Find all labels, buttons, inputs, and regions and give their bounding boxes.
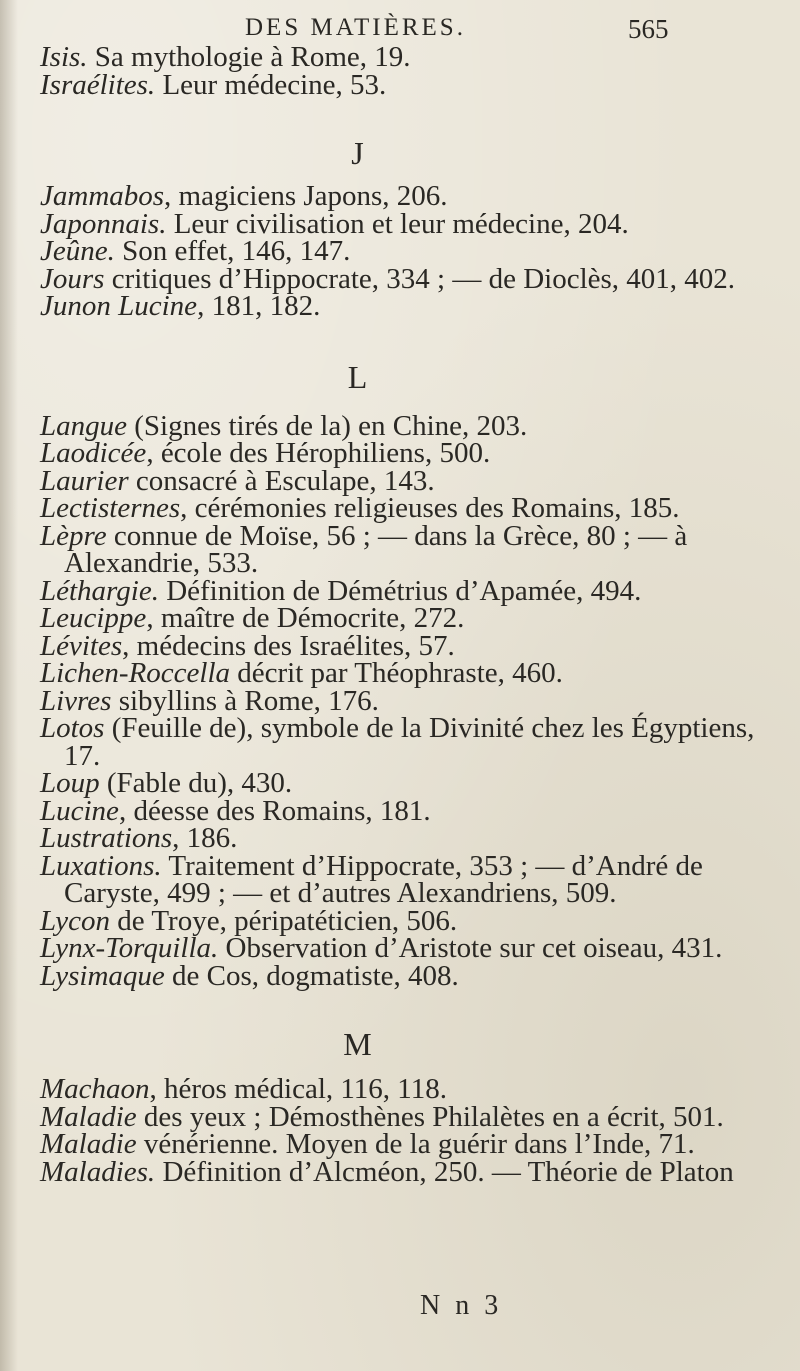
entry-head: Lèpre: [40, 519, 107, 552]
entry-text: , 186.: [172, 822, 238, 854]
index-entry: [40, 41, 785, 73]
index-entry: [40, 464, 785, 497]
index-entry: [40, 959, 785, 992]
entry-head: Lotos: [40, 712, 105, 744]
index-entry: [40, 262, 785, 295]
entry-text: des yeux ; Démosthènes Philalètes en a écrit, 501.: [136, 1100, 724, 1133]
index-entry: [40, 849, 785, 909]
entry-text: Définition d’Alcméon, 250. — Théorie de Platon: [155, 1155, 734, 1188]
section-l: [40, 409, 785, 992]
entry-head: Lynx-Torquilla.: [40, 932, 219, 964]
entry-head: Maladie: [40, 1100, 137, 1133]
index-entry: [40, 602, 785, 634]
entry-head: Lévites: [40, 629, 123, 662]
gutter-shadow: [0, 0, 18, 1371]
entry-text: (Fable du), 430.: [99, 767, 293, 799]
entry-head: Lustrations: [40, 822, 173, 854]
entry-text: , déesse des Romains, 181.: [118, 794, 431, 827]
entry-head: Livres: [40, 684, 112, 717]
entry-text: vénérienne. Moyen de la guérir dans l’Inde, 71.: [136, 1128, 695, 1160]
signature-mark: N n 3: [420, 1290, 503, 1321]
index-entry: [40, 290, 785, 322]
entry-head: Langue: [40, 409, 127, 442]
entry-head: Jeûne.: [40, 235, 115, 267]
section-j: [40, 180, 785, 322]
index-entry: [40, 1073, 785, 1105]
entry-text: Son effet, 146, 147.: [114, 235, 351, 267]
section-i-tail: [40, 41, 785, 101]
entry-text: de Cos, dogmatiste, 408.: [164, 959, 459, 992]
entry-text: , école des Hérophiliens, 500.: [146, 437, 491, 469]
index-entry: [40, 1155, 785, 1188]
index-entry: [40, 629, 785, 662]
entry-head: Lysimaque: [40, 959, 165, 992]
index-entry: [40, 794, 785, 827]
page-number: 565: [628, 14, 669, 44]
section-letter-m: M: [343, 1026, 372, 1062]
entry-head: Loup: [40, 767, 100, 799]
entry-text: critiques d’Hippocrate, 334 ; — de Dioclès, 401, 402.: [104, 262, 736, 295]
entry-text: Leur civilisation et leur médecine, 204.: [166, 207, 629, 240]
entry-text: décrit par Théophraste, 460.: [230, 657, 563, 689]
entry-text: (Signes tirés de la) en Chine, 203.: [127, 409, 528, 442]
entry-head: Junon Lucine: [40, 290, 198, 322]
entry-text: Traitement d’Hippocrate, 353 ; — d’André de Caryste, 499 ; — et d’autres Alexandriens, 509.: [64, 849, 703, 909]
entry-head: Léthargie.: [40, 574, 159, 607]
entry-head: Jours: [40, 262, 105, 295]
index-content: [40, 41, 785, 1188]
index-entry: [40, 822, 785, 854]
entry-head: Lichen-Roccella: [40, 657, 231, 689]
index-entry: [40, 437, 785, 469]
entry-text: de Troye, péripatéticien, 506.: [110, 904, 458, 937]
entry-head: Machaon: [40, 1073, 150, 1105]
entry-head: Luxations.: [40, 849, 162, 882]
index-entry: [40, 235, 785, 267]
entry-head: Laurier: [40, 464, 129, 497]
entry-text: , cérémonies religieuses des Romains, 185.: [180, 492, 680, 524]
index-entry: [40, 1100, 785, 1133]
index-entry: [40, 68, 785, 101]
index-entry: [40, 1128, 785, 1160]
entry-head: Lucine: [40, 794, 119, 827]
index-entry: [40, 712, 785, 772]
entry-text: Définition de Démétrius d’Apamée, 494.: [158, 574, 642, 607]
entry-head: Leucippe: [40, 602, 147, 634]
entry-text: Leur médecine, 53.: [155, 68, 387, 101]
entry-head: Israélites.: [40, 68, 156, 101]
entry-text: Observation d’Aristote sur cet oiseau, 431.: [218, 932, 723, 964]
entry-text: , 181, 182.: [197, 290, 321, 322]
index-entry: [40, 519, 785, 579]
running-head: DES MATIÈRES.: [245, 14, 466, 41]
entry-text: , magiciens Japons, 206.: [164, 180, 448, 212]
entry-text: , médecins des Israélites, 57.: [122, 629, 455, 662]
index-entry: [40, 574, 785, 607]
index-entry: [40, 657, 785, 689]
entry-text: Sa mythologie à Rome, 19.: [87, 41, 411, 73]
index-entry: [40, 767, 785, 799]
entry-head: Japonnais.: [40, 207, 167, 240]
entry-text: (Feuille de), symbole de la Divinité chez les Égyptiens, 17.: [64, 712, 755, 772]
index-entry: [40, 409, 785, 442]
index-entry: [40, 207, 785, 240]
index-entry: [40, 180, 785, 212]
index-entry: [40, 932, 785, 964]
entry-text: , maître de Démocrite, 272.: [146, 602, 465, 634]
entry-head: Lectisternes: [40, 492, 181, 524]
entry-head: Jammabos: [40, 180, 165, 212]
index-entry: [40, 904, 785, 937]
entry-head: Isis.: [40, 41, 88, 73]
entry-head: Maladie: [40, 1128, 137, 1160]
index-entry: [40, 684, 785, 717]
entry-text: sibyllins à Rome, 176.: [111, 684, 379, 717]
entry-text: consacré à Esculape, 143.: [128, 464, 435, 497]
index-entry: [40, 492, 785, 524]
entry-head: Laodicée: [40, 437, 147, 469]
section-letter-j: J: [351, 135, 364, 171]
entry-text: connue de Moïse, 56 ; — dans la Grèce, 80 ; — à Alexandrie, 533.: [64, 519, 688, 579]
entry-text: , héros médical, 116, 118.: [149, 1073, 447, 1105]
entry-head: Maladies.: [40, 1155, 156, 1188]
entry-head: Lycon: [40, 904, 111, 937]
section-letter-l: L: [347, 358, 368, 395]
section-m: [40, 1073, 785, 1188]
